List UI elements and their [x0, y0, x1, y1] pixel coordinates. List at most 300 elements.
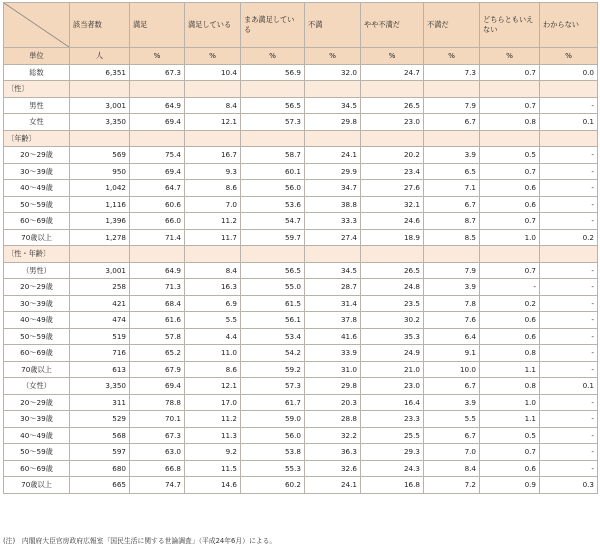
data-cell: 1.1: [480, 411, 540, 428]
section-empty-cell: [361, 130, 424, 147]
table-row: [4, 147, 598, 164]
data-cell: 23.5: [361, 295, 424, 312]
data-cell: 7.1: [424, 180, 480, 197]
table-row: [4, 180, 598, 197]
table-row: [4, 361, 598, 378]
row-label: 60～69歳: [4, 460, 70, 477]
data-cell: 56.1: [241, 312, 305, 329]
data-cell: 60.2: [241, 477, 305, 494]
data-cell: 6.7: [424, 196, 480, 213]
data-cell: 71.4: [130, 229, 185, 246]
section-empty-cell: [424, 130, 480, 147]
section-empty-cell: [130, 246, 185, 263]
data-cell: 0.7: [480, 262, 540, 279]
data-cell: 597: [70, 444, 130, 461]
row-label: 50～59歳: [4, 196, 70, 213]
data-cell: 3.9: [424, 394, 480, 411]
data-cell: 16.4: [361, 394, 424, 411]
data-cell: 64.9: [130, 262, 185, 279]
data-cell: -: [540, 196, 598, 213]
data-cell: 1.0: [480, 229, 540, 246]
data-cell: 27.4: [305, 229, 361, 246]
section-label: 〔性〕: [4, 81, 70, 98]
data-cell: 31.4: [305, 295, 361, 312]
row-label: 女性: [4, 114, 70, 131]
data-cell: 27.6: [361, 180, 424, 197]
data-cell: 20.3: [305, 394, 361, 411]
table-row: [4, 97, 598, 114]
data-cell: 23.3: [361, 411, 424, 428]
data-cell: 28.7: [305, 279, 361, 296]
data-cell: -: [480, 279, 540, 296]
data-cell: 60.1: [241, 163, 305, 180]
data-cell: 569: [70, 147, 130, 164]
data-cell: -: [540, 460, 598, 477]
data-cell: -: [540, 411, 598, 428]
data-cell: 7.6: [424, 312, 480, 329]
data-cell: 18.9: [361, 229, 424, 246]
section-empty-cell: [480, 81, 540, 98]
row-label: 50～59歳: [4, 444, 70, 461]
data-cell: 11.7: [185, 229, 241, 246]
row-label: 総数: [4, 64, 70, 81]
header-dont-know: わからない: [540, 3, 598, 48]
table-row: [4, 378, 598, 395]
data-cell: 56.5: [241, 262, 305, 279]
data-cell: 0.7: [480, 163, 540, 180]
data-cell: 3.9: [424, 279, 480, 296]
data-cell: 65.2: [130, 345, 185, 362]
data-cell: 70.1: [130, 411, 185, 428]
data-cell: 23.0: [361, 114, 424, 131]
data-cell: -: [540, 427, 598, 444]
data-cell: 9.3: [185, 163, 241, 180]
header-count: 該当者数: [70, 3, 130, 48]
table-row: [4, 411, 598, 428]
data-cell: 12.1: [185, 114, 241, 131]
data-cell: 74.7: [130, 477, 185, 494]
section-empty-cell: [70, 81, 130, 98]
section-empty-cell: [130, 130, 185, 147]
unit-cell: %: [480, 48, 540, 65]
data-cell: 11.5: [185, 460, 241, 477]
data-cell: -: [540, 345, 598, 362]
data-cell: 30.2: [361, 312, 424, 329]
data-cell: 26.5: [361, 262, 424, 279]
data-cell: 0.7: [480, 64, 540, 81]
section-empty-cell: [70, 246, 130, 263]
data-cell: 0.6: [480, 460, 540, 477]
data-cell: 1,278: [70, 229, 130, 246]
data-cell: 67.3: [130, 64, 185, 81]
data-cell: 41.6: [305, 328, 361, 345]
data-cell: 60.6: [130, 196, 185, 213]
data-cell: 9.2: [185, 444, 241, 461]
data-cell: 26.5: [361, 97, 424, 114]
data-cell: 31.0: [305, 361, 361, 378]
section-empty-cell: [480, 130, 540, 147]
data-cell: 3,001: [70, 97, 130, 114]
section-empty-cell: [540, 130, 598, 147]
data-cell: 4.4: [185, 328, 241, 345]
data-cell: 519: [70, 328, 130, 345]
data-cell: 11.2: [185, 213, 241, 230]
data-cell: 17.0: [185, 394, 241, 411]
data-cell: 0.6: [480, 312, 540, 329]
header-somewhat-dissatisfied: やや不満だ: [361, 3, 424, 48]
data-cell: 0.5: [480, 147, 540, 164]
data-cell: 55.0: [241, 279, 305, 296]
row-label: 20～29歳: [4, 147, 70, 164]
data-cell: 0.2: [480, 295, 540, 312]
data-cell: 56.5: [241, 97, 305, 114]
data-cell: 63.0: [130, 444, 185, 461]
unit-cell: %: [361, 48, 424, 65]
data-cell: 69.4: [130, 163, 185, 180]
header-satisfied-sub: 満足している: [185, 3, 241, 48]
corner-cell: [4, 3, 70, 48]
data-cell: 1,396: [70, 213, 130, 230]
unit-cell: %: [424, 48, 480, 65]
data-cell: 23.4: [361, 163, 424, 180]
data-cell: 66.0: [130, 213, 185, 230]
data-cell: 61.5: [241, 295, 305, 312]
table-body: [4, 48, 598, 494]
data-cell: 24.1: [305, 477, 361, 494]
data-cell: 311: [70, 394, 130, 411]
data-cell: 0.6: [480, 196, 540, 213]
section-label: 〔年齢〕: [4, 130, 70, 147]
data-cell: 665: [70, 477, 130, 494]
data-cell: -: [540, 361, 598, 378]
data-cell: 68.4: [130, 295, 185, 312]
data-cell: 3.9: [424, 147, 480, 164]
data-cell: 0.7: [480, 444, 540, 461]
section-empty-cell: [540, 81, 598, 98]
row-label: 30～39歳: [4, 411, 70, 428]
data-cell: 5.5: [424, 411, 480, 428]
data-cell: 10.4: [185, 64, 241, 81]
data-cell: 67.9: [130, 361, 185, 378]
data-cell: 69.4: [130, 114, 185, 131]
data-cell: 0.2: [540, 229, 598, 246]
row-label: 40～49歳: [4, 312, 70, 329]
table-row: [4, 64, 598, 81]
data-cell: 716: [70, 345, 130, 362]
table-row: [4, 229, 598, 246]
data-cell: 6.4: [424, 328, 480, 345]
data-cell: 59.7: [241, 229, 305, 246]
row-label: 20～29歳: [4, 394, 70, 411]
data-cell: 36.3: [305, 444, 361, 461]
data-cell: 59.2: [241, 361, 305, 378]
survey-table: [3, 2, 598, 494]
unit-cell: %: [540, 48, 598, 65]
data-cell: 75.4: [130, 147, 185, 164]
row-label: 40～49歳: [4, 180, 70, 197]
units-label: 単位: [4, 48, 70, 65]
data-cell: 64.7: [130, 180, 185, 197]
section-empty-cell: [424, 246, 480, 263]
data-cell: 38.8: [305, 196, 361, 213]
table-row: [4, 196, 598, 213]
section-empty-cell: [305, 130, 361, 147]
data-cell: 66.8: [130, 460, 185, 477]
data-cell: 0.8: [480, 345, 540, 362]
data-cell: 7.9: [424, 97, 480, 114]
data-cell: 3,350: [70, 378, 130, 395]
data-cell: 0.7: [480, 97, 540, 114]
data-cell: 0.5: [480, 427, 540, 444]
data-cell: 20.2: [361, 147, 424, 164]
data-cell: 16.8: [361, 477, 424, 494]
data-cell: 24.1: [305, 147, 361, 164]
table-row: [4, 163, 598, 180]
data-cell: 0.8: [480, 378, 540, 395]
source-note: (注) 内閣府大臣官房政府広報室「国民生活に関する世論調査」（平成24年6月）による。: [3, 537, 277, 545]
table-row: [4, 279, 598, 296]
row-label: 70歳以上: [4, 361, 70, 378]
data-cell: 57.3: [241, 378, 305, 395]
data-cell: 55.3: [241, 460, 305, 477]
data-cell: 56.0: [241, 427, 305, 444]
data-cell: 67.3: [130, 427, 185, 444]
data-cell: 56.0: [241, 180, 305, 197]
data-cell: 6,351: [70, 64, 130, 81]
data-cell: -: [540, 394, 598, 411]
data-cell: 0.1: [540, 378, 598, 395]
unit-cell: 人: [70, 48, 130, 65]
data-cell: 64.9: [130, 97, 185, 114]
data-cell: 7.0: [185, 196, 241, 213]
data-cell: 8.4: [185, 262, 241, 279]
data-cell: 0.7: [480, 213, 540, 230]
data-cell: 71.3: [130, 279, 185, 296]
section-row: [4, 81, 598, 98]
section-empty-cell: [185, 130, 241, 147]
table-row: [4, 312, 598, 329]
data-cell: 34.5: [305, 97, 361, 114]
table-row: [4, 295, 598, 312]
data-cell: 78.8: [130, 394, 185, 411]
row-label: 60～69歳: [4, 213, 70, 230]
data-cell: 61.6: [130, 312, 185, 329]
data-cell: 54.7: [241, 213, 305, 230]
data-cell: 950: [70, 163, 130, 180]
data-cell: -: [540, 328, 598, 345]
data-cell: 61.7: [241, 394, 305, 411]
header-satisfied: 満足: [130, 3, 185, 48]
section-empty-cell: [305, 81, 361, 98]
diagonal-line: [4, 3, 69, 47]
row-label: 30～39歳: [4, 163, 70, 180]
data-cell: 11.0: [185, 345, 241, 362]
data-cell: 7.0: [424, 444, 480, 461]
data-cell: 1.0: [480, 394, 540, 411]
data-cell: 29.9: [305, 163, 361, 180]
data-cell: 421: [70, 295, 130, 312]
data-cell: 11.2: [185, 411, 241, 428]
table-row: [4, 262, 598, 279]
data-cell: 25.5: [361, 427, 424, 444]
data-cell: 0.3: [540, 477, 598, 494]
data-cell: 54.2: [241, 345, 305, 362]
row-label: 30～39歳: [4, 295, 70, 312]
data-cell: 6.7: [424, 427, 480, 444]
data-cell: -: [540, 279, 598, 296]
row-label: 70歳以上: [4, 229, 70, 246]
row-label: （男性）: [4, 262, 70, 279]
data-cell: -: [540, 312, 598, 329]
data-cell: 16.7: [185, 147, 241, 164]
data-cell: 11.3: [185, 427, 241, 444]
data-cell: 34.7: [305, 180, 361, 197]
data-cell: -: [540, 97, 598, 114]
data-cell: 32.6: [305, 460, 361, 477]
data-cell: 33.3: [305, 213, 361, 230]
data-cell: 21.0: [361, 361, 424, 378]
data-cell: 32.1: [361, 196, 424, 213]
table-row: [4, 114, 598, 131]
data-cell: 23.0: [361, 378, 424, 395]
data-cell: 24.6: [361, 213, 424, 230]
data-cell: 57.3: [241, 114, 305, 131]
data-cell: -: [540, 444, 598, 461]
data-cell: 53.6: [241, 196, 305, 213]
data-cell: 1.1: [480, 361, 540, 378]
data-cell: 474: [70, 312, 130, 329]
section-empty-cell: [361, 246, 424, 263]
section-empty-cell: [185, 246, 241, 263]
data-cell: 680: [70, 460, 130, 477]
data-cell: 53.4: [241, 328, 305, 345]
data-cell: 10.0: [424, 361, 480, 378]
unit-cell: %: [185, 48, 241, 65]
units-row: [4, 48, 598, 65]
section-empty-cell: [305, 246, 361, 263]
data-cell: 24.8: [361, 279, 424, 296]
section-empty-cell: [241, 130, 305, 147]
data-cell: 0.8: [480, 114, 540, 131]
section-empty-cell: [70, 130, 130, 147]
data-cell: 24.3: [361, 460, 424, 477]
header-row: [4, 3, 598, 48]
header-dissatisfied-sub: 不満だ: [424, 3, 480, 48]
data-cell: 57.8: [130, 328, 185, 345]
data-cell: 0.0: [540, 64, 598, 81]
data-cell: -: [540, 295, 598, 312]
row-label: 70歳以上: [4, 477, 70, 494]
data-cell: 29.3: [361, 444, 424, 461]
data-cell: 35.3: [361, 328, 424, 345]
data-cell: 12.1: [185, 378, 241, 395]
data-cell: -: [540, 180, 598, 197]
data-cell: 613: [70, 361, 130, 378]
data-cell: 24.9: [361, 345, 424, 362]
data-cell: 5.5: [185, 312, 241, 329]
data-cell: -: [540, 147, 598, 164]
data-cell: 8.4: [424, 460, 480, 477]
data-cell: 8.4: [185, 97, 241, 114]
data-cell: 69.4: [130, 378, 185, 395]
data-cell: 6.7: [424, 114, 480, 131]
section-empty-cell: [241, 81, 305, 98]
data-cell: 34.5: [305, 262, 361, 279]
data-cell: -: [540, 213, 598, 230]
data-cell: 258: [70, 279, 130, 296]
data-cell: 24.7: [361, 64, 424, 81]
row-label: 20～29歳: [4, 279, 70, 296]
data-cell: 6.9: [185, 295, 241, 312]
data-cell: 59.0: [241, 411, 305, 428]
table-row: [4, 213, 598, 230]
section-empty-cell: [241, 246, 305, 263]
data-cell: 29.8: [305, 378, 361, 395]
data-cell: 1,042: [70, 180, 130, 197]
data-cell: 8.6: [185, 180, 241, 197]
data-cell: 1,116: [70, 196, 130, 213]
section-empty-cell: [130, 81, 185, 98]
data-cell: -: [540, 163, 598, 180]
row-label: 60～69歳: [4, 345, 70, 362]
table-row: [4, 345, 598, 362]
row-label: （女性）: [4, 378, 70, 395]
data-cell: 29.8: [305, 114, 361, 131]
data-cell: 56.9: [241, 64, 305, 81]
header-neither: どちらともいえない: [480, 3, 540, 48]
data-cell: 0.1: [540, 114, 598, 131]
data-cell: 0.9: [480, 477, 540, 494]
data-cell: 0.6: [480, 328, 540, 345]
data-cell: 58.7: [241, 147, 305, 164]
header-somewhat-satisfied: まあ満足している: [241, 3, 305, 48]
row-label: 50～59歳: [4, 328, 70, 345]
data-cell: 9.1: [424, 345, 480, 362]
data-cell: 6.7: [424, 378, 480, 395]
data-cell: 16.3: [185, 279, 241, 296]
section-row: [4, 130, 598, 147]
data-cell: 32.2: [305, 427, 361, 444]
data-cell: 8.5: [424, 229, 480, 246]
table-row: [4, 477, 598, 494]
section-empty-cell: [185, 81, 241, 98]
unit-cell: %: [305, 48, 361, 65]
unit-cell: %: [130, 48, 185, 65]
section-empty-cell: [424, 81, 480, 98]
section-empty-cell: [480, 246, 540, 263]
data-cell: 7.9: [424, 262, 480, 279]
data-cell: 53.8: [241, 444, 305, 461]
data-cell: 7.3: [424, 64, 480, 81]
data-cell: -: [540, 262, 598, 279]
data-cell: 6.5: [424, 163, 480, 180]
section-row: [4, 246, 598, 263]
data-cell: 3,001: [70, 262, 130, 279]
data-cell: 33.9: [305, 345, 361, 362]
data-cell: 7.2: [424, 477, 480, 494]
header-dissatisfied: 不満: [305, 3, 361, 48]
table-header: [4, 3, 598, 48]
unit-cell: %: [241, 48, 305, 65]
data-cell: 28.8: [305, 411, 361, 428]
table-row: [4, 460, 598, 477]
data-cell: 32.0: [305, 64, 361, 81]
table-row: [4, 394, 598, 411]
data-cell: 0.6: [480, 180, 540, 197]
table-row: [4, 427, 598, 444]
data-cell: 8.6: [185, 361, 241, 378]
data-cell: 8.7: [424, 213, 480, 230]
